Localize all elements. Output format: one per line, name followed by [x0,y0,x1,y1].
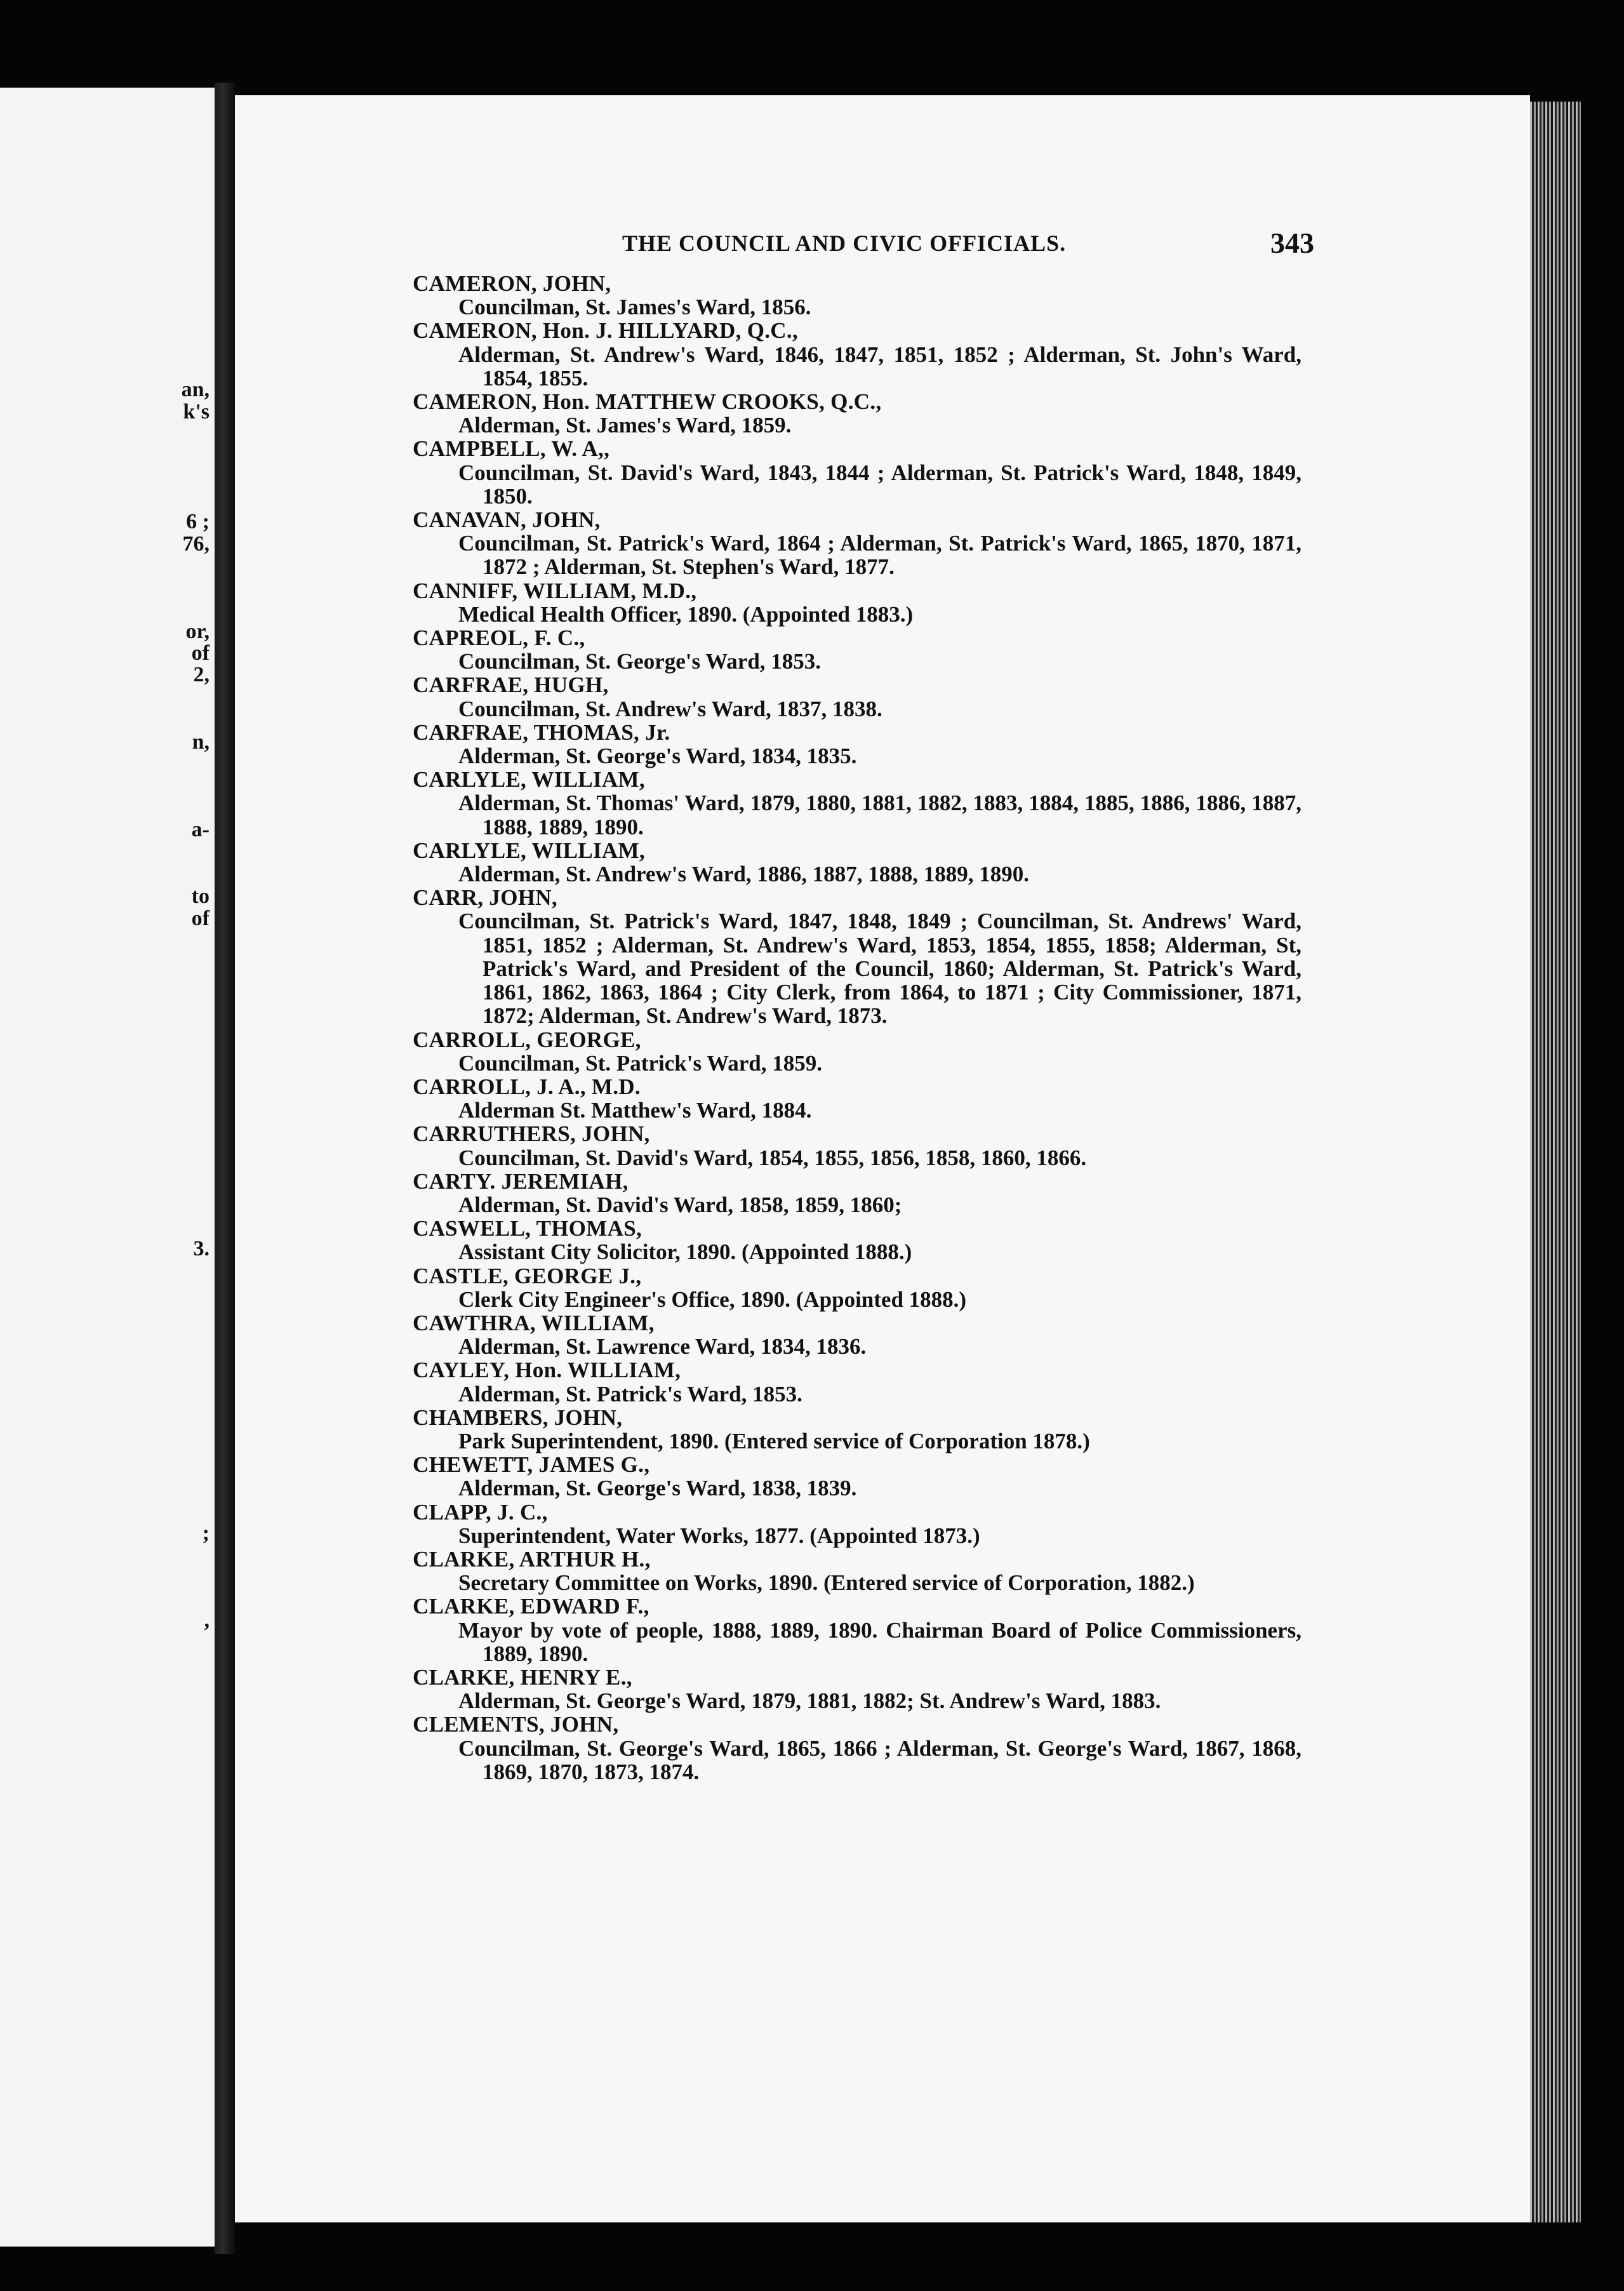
entry-detail: Secretary Committee on Works, 1890. (Entered service of Corporation, 1882.) [458,1570,1195,1596]
left-fragment: 2, [193,663,210,686]
entry [413,1311,1301,1358]
entry-detail: Alderman, St. James's Ward, 1859. [458,413,792,438]
entry-detail: Alderman, St. George's Ward, 1834, 1835. [458,744,857,769]
entry [413,1594,1301,1666]
entry-name: CLARKE, HENRY E., [413,1664,632,1690]
page-edge [1530,102,1581,2222]
entry-name: CLARKE, EDWARD F., [413,1594,649,1619]
entry-name: CLEMENTS, JOHN, [413,1712,619,1737]
entry-detail: Alderman, St. George's Ward, 1879, 1881, 1882; St. Andrew's Ward, 1883. [458,1688,1161,1714]
entry [413,1500,1301,1547]
entry-detail: Councilman, St. Patrick's Ward, 1864 ; Alderman, St. Patrick's Ward, 1865, 1870, 1871, 1872 ; Alderman, St. Stephen's Ward, 1877. [458,531,1301,580]
left-fragment: k's [183,400,210,424]
running-title: THE COUNCIL AND CIVIC OFFICIALS. [622,230,1067,256]
entry [413,390,1301,437]
left-fragment: or, [185,620,210,643]
entry-name: CASWELL, THOMAS, [413,1216,642,1241]
entry [413,1217,1301,1264]
entry-detail: Alderman St. Matthew's Ward, 1884. [458,1098,812,1123]
entry-detail: Councilman, St. Patrick's Ward, 1859. [458,1050,823,1076]
left-fragment: an, [181,378,210,401]
entry-name: CAYLEY, Hon. WILLIAM, [413,1358,681,1383]
left-fragment: 6 ; [186,510,210,533]
entry-name: CARLYLE, WILLIAM, [413,838,645,863]
entry-name: CAWTHRA, WILLIAM, [413,1310,655,1335]
running-head [394,227,1314,268]
entry-name: CLARKE, ARTHUR H., [413,1546,651,1572]
entry-name: CARFRAE, HUGH, [413,672,609,698]
left-fragment: a- [191,818,210,841]
entries-list [413,272,1301,1784]
entry [413,1547,1301,1594]
entry-name: CARR, JOHN, [413,885,557,911]
entry [413,1453,1301,1500]
entry [413,579,1301,626]
entry-detail: Alderman, St. Patrick's Ward, 1853. [458,1381,802,1406]
left-fragment: n, [192,730,210,754]
entry-detail: Alderman, St. Thomas' Ward, 1879, 1880, 1881, 1882, 1883, 1884, 1885, 1886, 1886, 1887, 1888, 1889, 1890. [458,791,1301,839]
entry-name: CLAPP, J. C., [413,1499,548,1525]
entry [413,319,1301,390]
book-gutter [215,83,235,2254]
page-number: 343 [1270,227,1314,259]
entry [413,1028,1301,1075]
entry-detail: Councilman, St. Patrick's Ward, 1847, 1848, 1849 ; Councilman, St. Andrews' Ward, 1851, 1852 ; Alderman, St. Andrew's Ward, 1853, 1854, 1855, 1858; Alderman, St, Patrick's Ward, and President of the Council, 1860; Alderman, St. Patrick's Ward, 1861, 1862, 1863, 1864 ; City Clerk, from 1864, to 1871 ; City Commissioner, 1871, 1872; Alderman, St. Andrew's Ward, 1873. [458,909,1301,1029]
left-fragment: of [191,641,210,665]
entry-name: CARFRAE, THOMAS, Jr. [413,719,670,745]
entry [413,1075,1301,1122]
entry-name: CAPREOL, F. C., [413,625,585,651]
entry [413,437,1301,508]
entry-name: CANAVAN, JOHN, [413,507,601,533]
entry-detail: Alderman, St. Andrew's Ward, 1846, 1847, 1851, 1852 ; Alderman, St. John's Ward, 1854, 1855. [458,342,1301,391]
entry-detail: Superintendent, Water Works, 1877. (Appointed 1873.) [458,1523,980,1548]
left-fragment: ; [202,1521,210,1545]
entry-name: CHAMBERS, JOHN, [413,1405,623,1430]
entry [413,1713,1301,1784]
left-fragment: of [191,907,210,930]
entry-detail: Assistant City Solicitor, 1890. (Appointed 1888.) [458,1239,912,1265]
entry [413,272,1301,319]
entry [413,1666,1301,1713]
entry [413,1170,1301,1217]
entry-name: CAMERON, Hon. MATTHEW CROOKS, Q.C., [413,389,882,415]
left-page-fragments [0,88,215,2247]
entry-detail: Alderman, St. George's Ward, 1838, 1839. [458,1476,857,1501]
left-fragment: 3. [193,1237,210,1260]
entry [413,1358,1301,1405]
entry-name: CAMERON, Hon. J. HILLYARD, Q.C., [413,318,798,344]
entry-detail: Councilman, St. Andrew's Ward, 1837, 1838. [458,696,882,721]
entry [413,886,1301,1027]
entry [413,768,1301,839]
entry-name: CARROLL, GEORGE, [413,1027,641,1052]
entry [413,1406,1301,1453]
entry-name: CHEWETT, JAMES G., [413,1452,650,1478]
entry-detail: Councilman, St. James's Ward, 1856. [458,295,811,320]
entry-name: CAMERON, JOHN, [413,271,611,296]
left-fragment: 76, [182,532,210,556]
entry [413,626,1301,673]
entry-name: CAMPBELL, W. A,, [413,436,610,462]
entry [413,839,1301,886]
left-fragment: , [204,1608,210,1632]
entry-name: CARROLL, J. A., M.D. [413,1074,641,1099]
entry [413,508,1301,579]
entry-detail: Alderman, St. David's Ward, 1858, 1859, 1860; [458,1192,902,1217]
entry [413,721,1301,768]
left-page [0,88,215,2247]
left-fragment: to [191,885,210,908]
entry-detail: Clerk City Engineer's Office, 1890. (Appointed 1888.) [458,1286,967,1312]
entry [413,673,1301,720]
entry-name: CANNIFF, WILLIAM, M.D., [413,578,697,603]
entry-detail: Councilman, St. George's Ward, 1865, 1866 ; Alderman, St. George's Ward, 1867, 1868, 1869, 1870, 1873, 1874. [458,1735,1301,1784]
entry-detail: Park Superintendent, 1890. (Entered service of Corporation 1878.) [458,1428,1090,1453]
entry-name: CARLYLE, WILLIAM, [413,767,645,792]
entry-detail: Mayor by vote of people, 1888, 1889, 1890. Chairman Board of Police Commissioners, 1889, 1890. [458,1617,1301,1666]
entry [413,1122,1301,1169]
entry-detail: Alderman, St. Lawrence Ward, 1834, 1836. [458,1334,867,1359]
entry-detail: Alderman, St. Andrew's Ward, 1886, 1887, 1888, 1889, 1890. [458,862,1030,887]
entry-detail: Medical Health Officer, 1890. (Appointed 1883.) [458,601,914,627]
entry-name: CARTY. JEREMIAH, [413,1168,629,1194]
entry [413,1264,1301,1311]
entry-detail: Councilman, St. George's Ward, 1853. [458,649,822,674]
entry-name: CASTLE, GEORGE J., [413,1263,642,1288]
entry-detail: Councilman, St. David's Ward, 1843, 1844 ; Alderman, St. Patrick's Ward, 1848, 1849, 1850. [458,460,1301,509]
entry-detail: Councilman, St. David's Ward, 1854, 1855, 1856, 1858, 1860, 1866. [458,1145,1087,1170]
entry-name: CARRUTHERS, JOHN, [413,1121,650,1147]
